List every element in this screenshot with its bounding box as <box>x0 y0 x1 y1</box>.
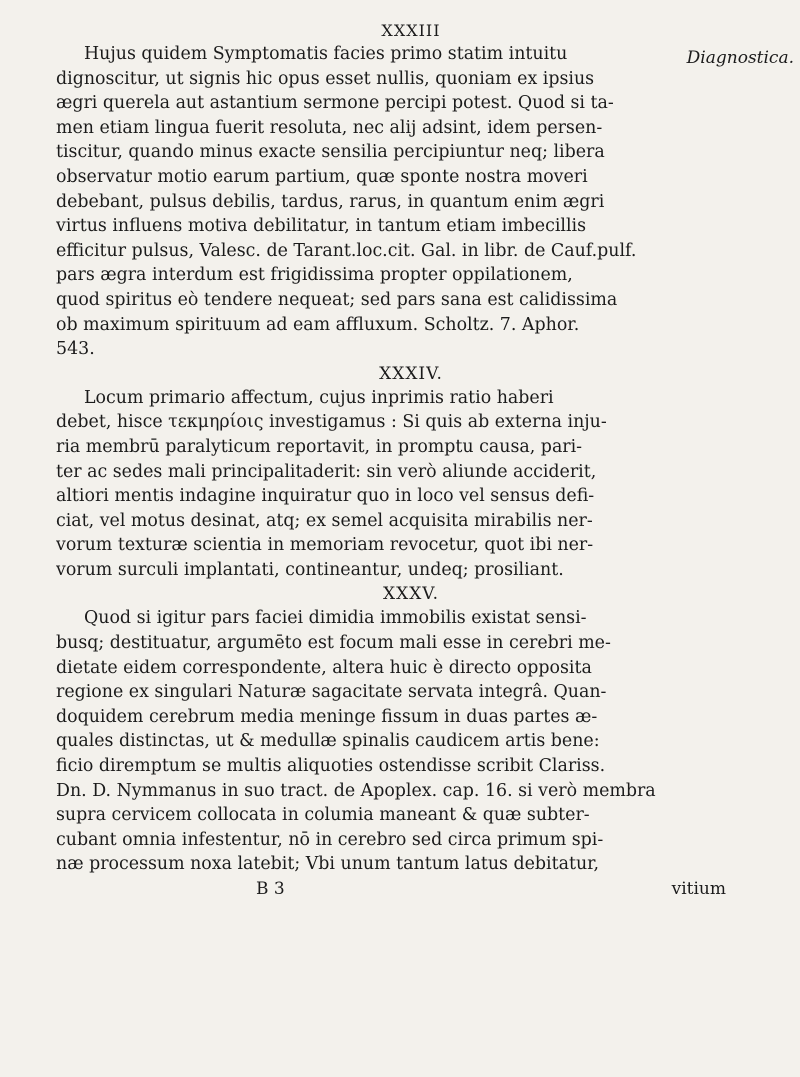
text-line: quales distinctas, ut & medullæ spinalis caudicem artis bene: <box>56 731 600 752</box>
text-line: efficitur pulsus, Valesc. de Tarant.loc.cit. Gal. in libr. de Cauf.pulf. <box>56 240 637 261</box>
text-line: dignoscitur, ut signis hic opus esset nullis, quoniam ex ipsius <box>56 68 595 89</box>
text-line: ria membrū paralyticum reportavit, in promptu causa, pari- <box>56 436 583 457</box>
text-line: Quod si igitur pars faciei dimidia immobilis existat sensi- <box>84 608 587 629</box>
text-line: supra cervicem collocata in columia maneant & quæ subter- <box>56 805 590 826</box>
text-line: men etiam lingua fuerit resoluta, nec alij adsint, idem persen- <box>56 117 603 138</box>
text-line: vorum surculi implantati, contineantur, undeq; prosiliant. <box>56 559 564 580</box>
text-line: observatur motio earum partium, quæ sponte nostra moveri <box>56 166 588 187</box>
text-line: debebant, pulsus debilis, tardus, rarus, in quantum enim ægri <box>56 191 605 212</box>
text-line: ficio diremptum se multis aliquoties ostendisse scribit Clariss. <box>56 756 606 777</box>
text-line: quod spiritus eò tendere nequeat; sed pars sana est calidissima <box>56 289 618 310</box>
text-line: ægri querela aut astantium sermone percipi potest. Quod si ta- <box>56 93 614 114</box>
paragraph-35 <box>56 606 766 877</box>
text-line: altiori mentis indagine inquiratur quo in loco vel sensus defi- <box>56 486 595 507</box>
text-line: næ processum noxa latebit; Vbi unum tantum latus debitatur, <box>56 854 600 875</box>
section-number: XXXIII <box>381 21 441 40</box>
text-line: busq; destituatur, argumēto est focum mali esse in cerebri me- <box>56 633 611 654</box>
text-line: cubant omnia infestentur, nō in cerebro sed circa primum spi- <box>56 829 604 850</box>
text-line: Dn. D. Nymmanus in suo tract. de Apoplex. cap. 16. si verò membra <box>56 780 656 801</box>
text-line: 543. <box>56 339 95 360</box>
text-line: ob maximum spirituum ad eam affluxum. Scholtz. 7. Aphor. <box>56 314 580 335</box>
text-line: doquidem cerebrum media meninge fissum in duas partes æ- <box>56 706 598 727</box>
section-35-heading: XXXV. <box>382 584 440 605</box>
paragraph-33 <box>56 42 766 362</box>
text-line: ter ac sedes mali principalitaderit: sin verò aliunde acciderit, <box>56 461 597 482</box>
text-line: virtus influens motiva debilitatur, in tantum etiam imbecillis <box>56 216 586 237</box>
signature-mark: B 3 <box>256 879 285 899</box>
text-line: vorum texturæ scientia in memoriam revocetur, quot ibi ner- <box>56 535 594 556</box>
page-footer <box>56 877 766 901</box>
marginal-note: Diagnostica. <box>686 48 794 68</box>
text-line: debet, hisce τεκμηρίοις investigamus : Si quis ab externa inju- <box>56 412 607 433</box>
text-line: Locum primario affectum, cujus inprimis ratio haberi <box>84 387 554 408</box>
catchword: vitium <box>671 879 726 899</box>
text-line: ciat, vel motus desinat, atq; ex semel acquisita mirabilis ner- <box>56 510 593 531</box>
text-line: pars ægra interdum est frigidissima propter oppilationem, <box>56 265 573 286</box>
text-line: dietate eidem correspondente, altera huic è directo opposita <box>56 657 592 678</box>
text-line: regione ex singulari Naturæ sagacitate servata integrâ. Quan- <box>56 682 607 703</box>
text-line: Hujus quidem Symptomatis facies primo statim intuitu <box>84 44 568 64</box>
section-34-heading: XXXIV. <box>379 363 443 384</box>
text-line: tiscitur, quando minus exacte sensilia percipiuntur neq; libera <box>56 142 605 163</box>
paragraph-34 <box>56 386 766 583</box>
